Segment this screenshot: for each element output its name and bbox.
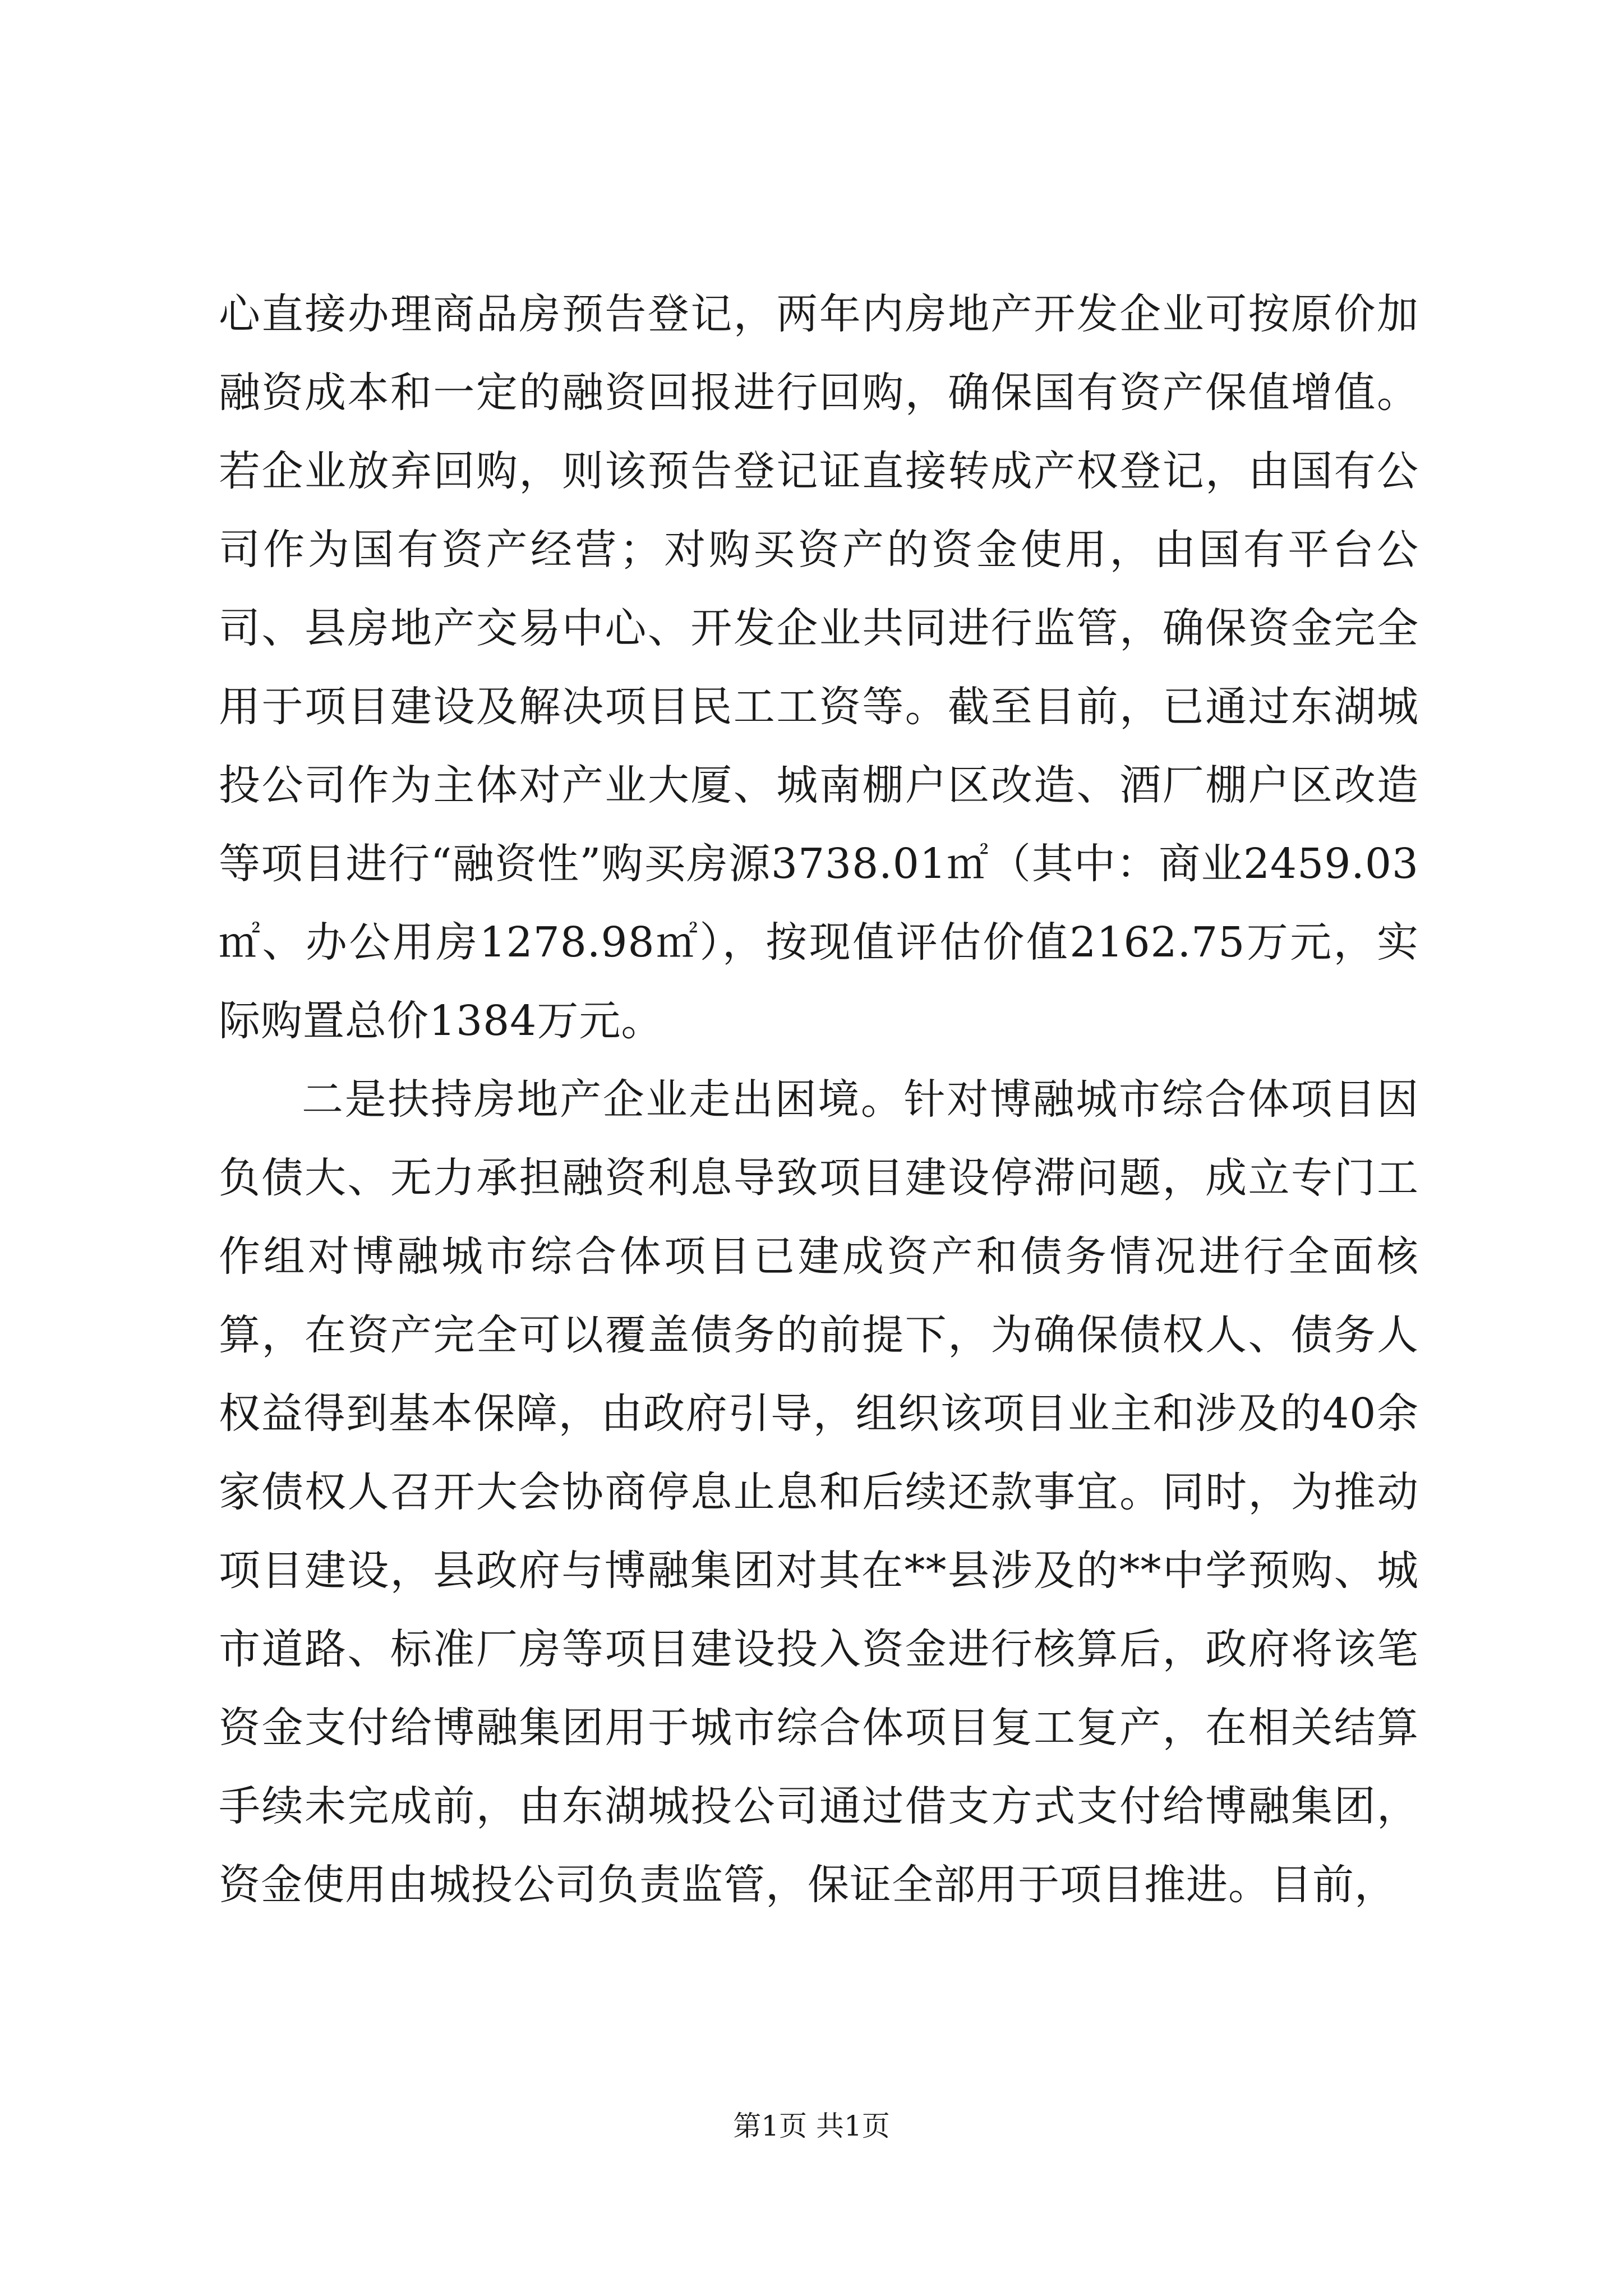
document-body — [219, 275, 1419, 1924]
paragraph-support-real-estate: 二是扶持房地产企业走出困境。针对博融城市综合体项目因负债大、无力承担融资利息导致项目建设停滞问题，成立专门工作组对博融城市综合体项目已建成资产和债务情况进行全面核算，在资产完全可以覆盖债务的前提下，为确保债权人、债务人权益得到基本保障，由政府引导，组织该项目业主和涉及的40余家债权人召开大会协商停息止息和后续还款事宜。同时，为推动项目建设，县政府与博融集团对其在**县涉及的**中学预购、城市道路、标准厂房等项目建设投入资金进行核算后，政府将该笔资金支付给博融集团用于城市综合体项目复工复产，在相关结算手续未完成前，由东湖城投公司通过借支方式支付给博融集团，资金使用由城投公司负责监管，保证全部用于项目推进。目前， — [219, 1075, 1419, 1909]
page-footer — [0, 2109, 1623, 2143]
page-number-label: 第1页 共1页 — [733, 2110, 890, 2142]
paragraph-continuation: 心直接办理商品房预告登记，两年内房地产开发企业可按原价加融资成本和一定的融资回报进行回购，确保国有资产保值增值。若企业放弃回购，则该预告登记证直接转成产权登记，由国有公司作为国有资产经营；对购买资产的资金使用，由国有平台公司、县房地产交易中心、开发企业共同进行监管，确保资金完全用于项目建设及解决项目民工工资等。截至目前，已通过东湖城投公司作为主体对产业大厦、城南棚户区改造、酒厂棚户区改造等项目进行“融资性”购买房源3738.01㎡（其中：商业2459.03㎡、办公用房1278.98㎡），按现值评估价值2162.75万元，实际购置总价1384万元。 — [219, 290, 1419, 1045]
